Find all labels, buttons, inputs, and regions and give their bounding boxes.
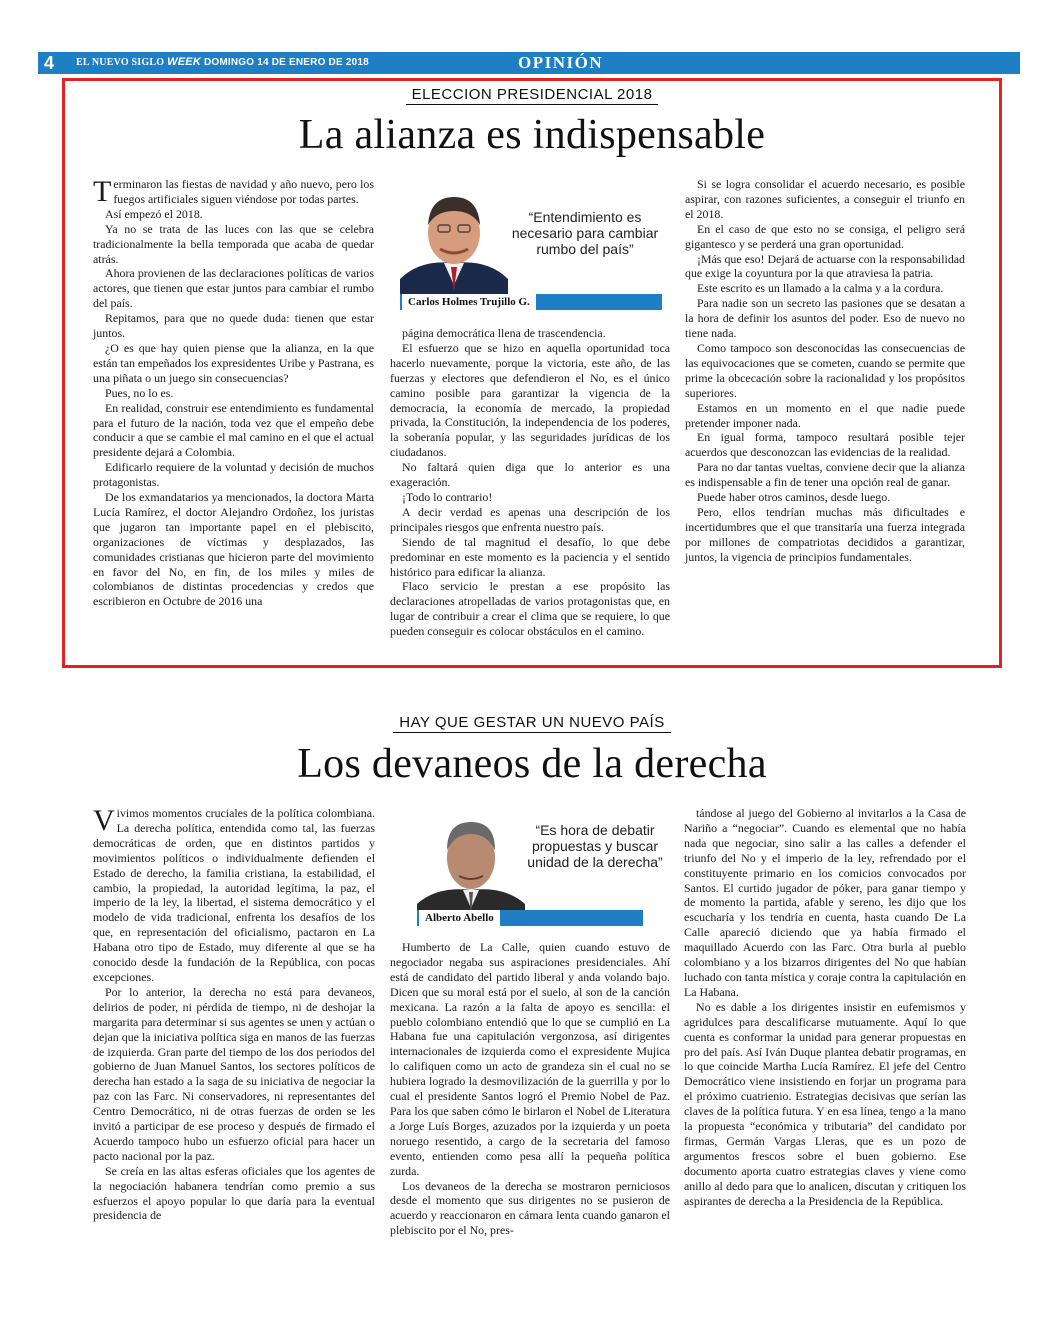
paragraph: Humberto de La Calle, quien cuando estuvo de negociador negaba sus aspiraciones presidenciales. Ahí está de candidato del partido liberal y anda volando bajo. Dicen que su moral está por el suelo, al son de la canción mexicana. La razón a la falta de apoyo es sencilla: el pueblo colombiano entendió que lo que se cumplió en La Habana fue una capitulación vergonzosa, así dirigentes internacionales de izquierda como el expresidente Mujica lo califiquen como un acto de grandeza sin el cual no se hubiera logrado la desmovilización de la guerrilla y por lo cual el presidente Santos logró el Premio Nobel de Paz. Para los que saben cómo le birlaron el Nobel de Literatura a Jorge Luís Borges, azuzados por la izquierda y un poeta noruego resentido, a cargo de la secretaria del famoso evento, entienden como pesa allí la pequeña política zurda. (390, 940, 670, 1178)
article-devaneos (62, 712, 1002, 1312)
paragraph: ¿O es que hay quien piense que la alianza, en la que están tan empeñados los expresidentes Uribe y Pastrana, es una piñata o un juego sin consecuencias? (93, 340, 374, 385)
paragraph: Como tampoco son desconocidas las consecuencias de las equivocaciones que se cometen, cuando se permite que prime la obcecación sobre la racionalidad y los propósitos superiores. (685, 340, 965, 400)
article-column-1 (93, 177, 374, 609)
paragraph: Si se logra consolidar el acuerdo necesario, es posible aspirar, con razones suficientes, a conseguir el triunfo en el 2018. (685, 177, 965, 221)
paragraph: No faltará quien diga que lo anterior es una exageración. (390, 460, 670, 490)
author-box (417, 804, 667, 934)
paragraph: Estamos en un momento en el que nadie puede pretender imponer nada. (685, 400, 965, 430)
article-headline: La alianza es indispensable (298, 112, 766, 158)
article-kicker: HAY QUE GESTAR UN NUEVO PAÍS (62, 714, 1002, 731)
paragraph: Los devaneos de la derecha se mostraron perniciosos desde el momento que sus dirigentes no se pusieron de acuerdo y reaccionaron en cámara lenta cuando ganaron el plebiscito por el No, pres- (390, 1178, 670, 1238)
article-alianza (62, 78, 1002, 668)
article-kicker: ELECCION PRESIDENCIAL 2018 (65, 86, 999, 103)
author-portrait (400, 181, 508, 299)
author-portrait (417, 804, 525, 922)
paragraph: Ahora provienen de las declaraciones políticas de varios actores, que tienen que estar juntos para cambiar el rumbo del país. (93, 266, 374, 311)
paragraph: Flaco servicio le prestan a ese propósito las declaraciones atropelladas de varios protagonistas que, en lugar de contribuir a crear el clima que se requiere, lo que pueden conseguir es colocar obstáculos en el camino. (390, 579, 670, 639)
author-box (400, 181, 664, 316)
page-header-bar (38, 52, 1020, 74)
author-name: Carlos Holmes Trujillo G. (402, 294, 536, 310)
paragraph: A decir verdad es apenas una descripción de los principales riesgos que enfrenta nuestro país. (390, 504, 670, 534)
drop-cap: V (93, 804, 115, 837)
paragraph: Edificarlo requiere de la voluntad y decisión de muchos protagonistas. (93, 460, 374, 490)
paragraph: Ya no se trata de las luces con las que se celebra tradicionalmente la bella temporada que acaba de quedar atrás. (93, 221, 374, 266)
author-name: Alberto Abello (419, 910, 500, 926)
paragraph: Pero, ellos tendrían muchas más dificultades e incertidumbres que el que transitaría una fuerza integrada por millones de compatriotas decididos a garantizar, juntos, la vigencia de principios fundamentales. (685, 504, 965, 564)
paragraph: No es dable a los dirigentes insistir en eufemismos y agridulces para descalificarse mutuamente. Aquí lo que cuenta es conformar la unidad para generar propuestas en pro del país. Así Iván Duque plantea debatir programas, en lo que coincide Martha Lucía Ramírez. El jefe del Centro Democrático viene insistiendo en forjar un programa para el próximo cuatrienio. Estrategias decisivas que serían las claves de la política futura. Y en esa línea, tengo a la mano la propuesta “económica y tributaria” del candidato por firmas, Germán Vargas Lleras, que es un pozo de argumentos frescos sobre el buen gobierno. Ese documento aporta cuatro estrategias claves y viene como anillo al dedo para que lo analicen, discutan y critiquen los aspirantes de derecha a la Presidencia de la República. (684, 999, 966, 1208)
paragraph: Repitamos, para que no quede duda: tienen que estar juntos. (93, 311, 374, 341)
paragraph: ¡Más que eso! Dejará de actuarse con la responsabilidad que exige la coyuntura por la que atraviesa la patria. (685, 251, 965, 281)
paragraph: Pues, no lo es. (105, 385, 174, 400)
masthead (76, 56, 369, 68)
article-headline: Los devaneos de la derecha (297, 741, 767, 787)
paragraph: página democrática llena de trascendencia. (402, 326, 606, 340)
paragraph: Se creía en las altas esferas oficiales que los agentes de la negociación habanera tendrían como premio a sus esfuerzos el apoyo popular lo que daría para la eventual presidencia de (93, 1163, 375, 1223)
page-number: 4 (38, 52, 60, 74)
article-column-2 (390, 940, 670, 1238)
article-column-3 (685, 177, 965, 565)
pull-quote: “Es hora de debatir propuestas y buscar unidad de la derecha” (527, 822, 663, 870)
paragraph: Para no dar tantas vueltas, conviene decir que la alianza es indispensable a fin de tener una opción real de ganar. (685, 460, 965, 490)
paragraph: Terminaron las fiestas de navidad y año nuevo, pero los fuegos artificiales siguen viéndose por todas partes. (93, 175, 374, 208)
article-column-3 (684, 806, 966, 1208)
paragraph: De los exmandatarios ya mencionados, la doctora Marta Lucía Ramírez, el doctor Alejandro Ordoñez, los juristas que jugaron tan importante papel en el plebiscito, organizaciones de víctimas y desplazados, las comunidades cristianas que hicieron parte del movimiento en favor del No, en fin, de los miles y miles de colombianos de distintas procedencias y credos que escribieron en Octubre de 2016 una (93, 490, 374, 609)
paragraph: Por lo anterior, la derecha no está para devaneos, delirios de poder, ni pérdida de tiempo, ni de deshojar la margarita para determinar si sus agentes se unen y actúan o dejan que la iniciativa política siga en manos de las fuerzas de izquierda. Gran parte del tiempo de los dos periodos del gobierno de Juan Manuel Santos, los sectores políticos de derecha han estado a la saga de su iniciativa de negociar la paz con las Farc. Ni conservadores, ni representantes del Centro Democrático, ni de otras fuerzas de orden se les invitó a participar de ese proceso y después de firmado el Acuerdo tampoco hubo un esfuerzo oficial para hacer un pacto nacional por la paz. (93, 984, 375, 1163)
article-column-1 (93, 806, 375, 1223)
paragraph: Así empezó el 2018. (105, 206, 203, 221)
drop-cap: T (93, 175, 112, 208)
paragraph: Este escrito es un llamado a la calma y a la cordura. (697, 281, 944, 296)
paragraph: ¡Todo lo contrario! (402, 489, 493, 504)
paragraph: Puede haber otros caminos, desde luego. (697, 490, 891, 505)
paragraph: Vivimos momentos cruciales de la política colombiana. La derecha política, entendida como tal, las fuerzas democráticas de orden, que en distintos partidos y movimientos políticos o individualmente defienden el Estado de derecho, la familia cristiana, la estabilidad, el cambio, la propiedad, la autoridad legítima, la paz, el imperio de la ley, la libertad, el sistema democrático y el modelo de vida tradicional, enfrenta los desafíos de los que, en representación del oficialismo, pactaron en La Habana otro tipo de Estado, muy diferente al que se ha conocido desde la fundación de la República, con pocas excepciones. (93, 804, 375, 984)
paragraph: En igual forma, tampoco resultará posible tejer acuerdos que desconozcan las evidencias de la realidad. (685, 430, 965, 460)
paragraph: Para nadie son un secreto las pasiones que se desatan a la hora de definir los asuntos del poder. Eso de nuevo no tiene nada. (685, 296, 965, 341)
article-column-2 (390, 326, 670, 639)
issue-date: DOMINGO 14 DE ENERO DE 2018 (203, 57, 369, 68)
paragraph: Siendo de tal magnitud el desafío, lo que debe predominar en este momento es la paciencia y el sentido histórico para edificar la alianza. (390, 534, 670, 579)
paragraph: tándose al juego del Gobierno al invitarlos a la Casa de Nariño a “negociar”. Cuando es elemental que no había nada que negociar, sino salir a las calles a defender el triunfo del No y el imperio de la ley, refrendado por el constituyente primario en los comicios convocados por Santos. El curtido jugador de póker, para ganar tiempo y de momento la partida, afable y sereno, les dijo que los escucharía y los tendría en cuenta, hasta cuando De La Calle apareció diciendo que ya había firmado el maquillado Acuerdo con las Farc. Otra burla al pueblo colombiano y a los bizarros dirigentes del No que habían luchado con tanta mística y coraje contra la capitulación en La Habana. (684, 806, 966, 999)
paper-week: WEEK (167, 56, 201, 68)
section-title: OPINIÓN (518, 53, 604, 72)
paragraph: En el caso de que esto no se consiga, el peligro será gigantesco y se perderá una gran oportunidad. (685, 221, 965, 251)
pull-quote: “Entendimiento es necesario para cambiar rumbo del país” (511, 209, 659, 257)
paragraph: El esfuerzo que se hizo en aquella oportunidad toca hacerlo nuevamente, porque la victoria, este año, de las fuerzas y electores que defendieron el No, es el único camino posible para garantizar la vigencia de la democracia, la economía de mercado, la propiedad privada, la Constitución, la independencia de los poderes, la soberanía popular, y las seguridades jurídicas de los ciudadanos. (390, 340, 670, 460)
portrait-image-icon (400, 181, 508, 299)
paragraph: En realidad, construir ese entendimiento es fundamental para el futuro de la nación, toda vez que el empeño debe conducir a que se cambie el mal camino en el que el actual presidente dejará a Colombia. (93, 400, 374, 460)
paper-name: EL NUEVO SIGLO (76, 57, 165, 68)
portrait-image-icon (417, 804, 525, 922)
